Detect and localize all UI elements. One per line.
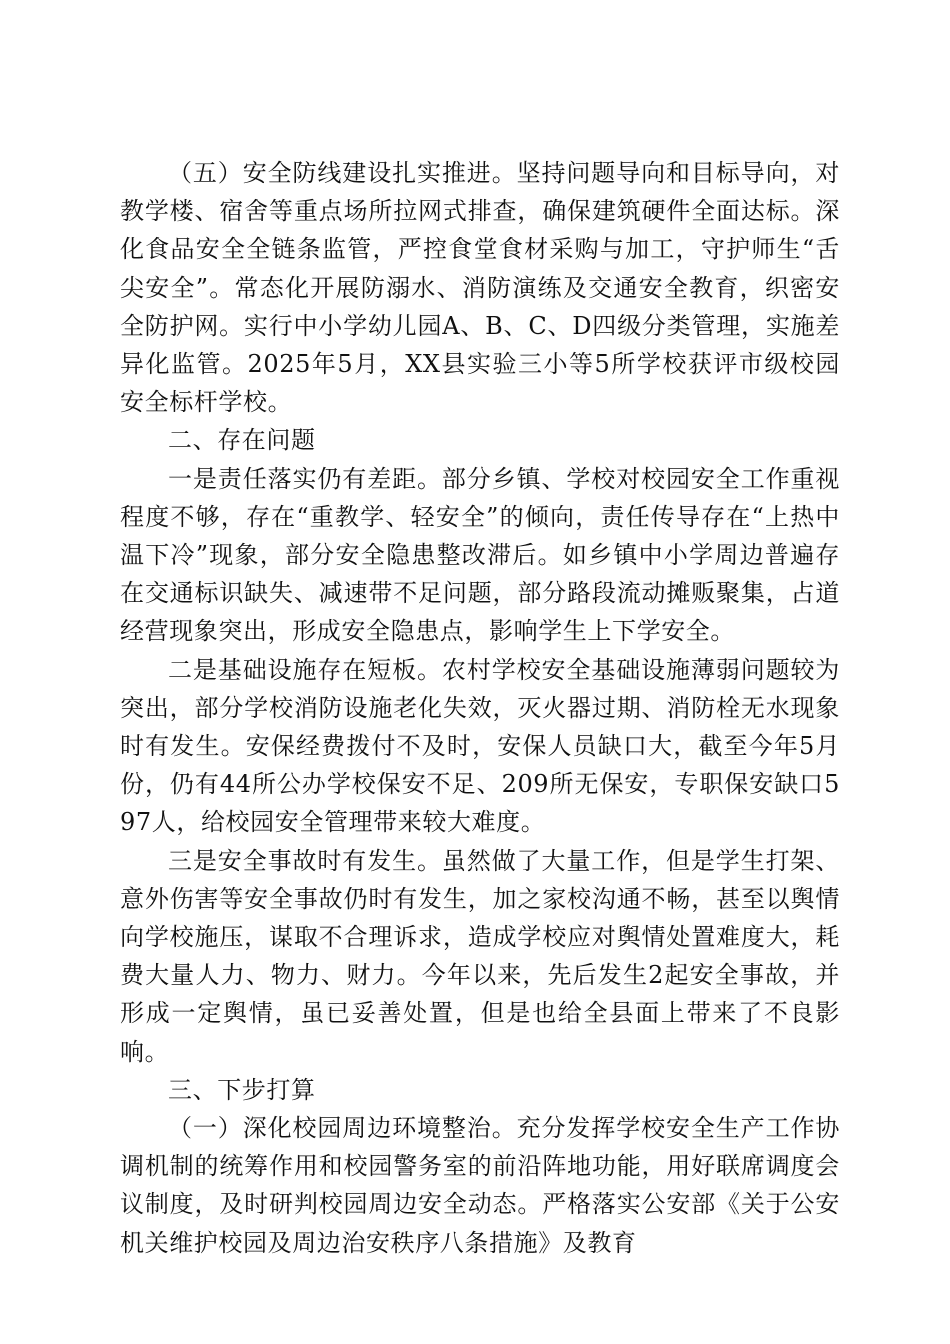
paragraph-text: 部分乡镇、学校对校园安全工作重视程度不够，存在“重教学、轻安全”的倾向，责任传导存在“上热中温下冷”现象，部分安全隐患整改滞后。如乡镇中小学周边普遍存在交通标识缺失、减速带不足问题，部分路段流动摊贩聚集，占道经营现象突出，形成安全隐患点，影响学生上下学安全。 xyxy=(120,464,840,646)
paragraph-problem-three xyxy=(120,842,840,1071)
paragraph-plan-one xyxy=(120,1109,840,1262)
paragraph-problem-one xyxy=(120,460,840,651)
paragraph-lead: 一是责任落实仍有差距。 xyxy=(168,464,442,493)
paragraph-lead: （一）深化校园周边环境整治。 xyxy=(168,1114,517,1143)
paragraph-lead: 二是基础设施存在短板。 xyxy=(168,655,442,684)
document-body xyxy=(120,154,840,1262)
paragraph-text: 农村学校安全基础设施薄弱问题较为突出，部分学校消防设施老化失效，灭火器过期、消防栓无水现象时有发生。安保经费拨付不及时，安保人员缺口大，截至今年5月份，仍有44所公办学校保安不足、209所无保安，专职保安缺口597人，给校园安全管理带来较大难度。 xyxy=(120,655,840,837)
paragraph-lead: （五）安全防线建设扎实推进。 xyxy=(168,159,517,187)
paragraph-problem-two xyxy=(120,651,840,842)
paragraph-text: 充分发挥学校安全生产工作协调机制的统筹作用和校园警务室的前沿阵地功能，用好联席调度会议制度，及时研判校园周边安全动态。严格落实公安部《关于公安机关维护校园及周边治安秩序八条措施》及教育 xyxy=(120,1114,840,1257)
paragraph-text: 坚持问题导向和目标导向，对教学楼、宿舍等重点场所拉网式排查，确保建筑硬件全面达标。深化食品安全全链条监管，严控食堂食材采购与加工，守护师生“舌尖安全”。常态化开展防溺水、消防演练及交通安全教育，织密安全防护网。实行中小学幼儿园A、B、C、D四级分类管理，实施差异化监管。2025年5月，XX县实验三小等5所学校获评市级校园安全标杆学校。 xyxy=(120,159,840,417)
section-heading-problems: 二、存在问题 xyxy=(168,426,316,455)
section-heading-next-steps: 三、下步打算 xyxy=(168,1075,316,1104)
paragraph-section-five xyxy=(120,154,840,421)
paragraph-text: 虽然做了大量工作，但是学生打架、意外伤害等安全事故仍时有发生，加之家校沟通不畅，甚至以舆情向学校施压，谋取不合理诉求，造成学校应对舆情处置难度大，耗费大量人力、物力、财力。今年以来，先后发生2起安全事故，并形成一定舆情，虽已妥善处置，但是也给全县面上带来了不良影响。 xyxy=(120,846,840,1066)
paragraph-lead: 三是安全事故时有发生。 xyxy=(168,846,442,875)
